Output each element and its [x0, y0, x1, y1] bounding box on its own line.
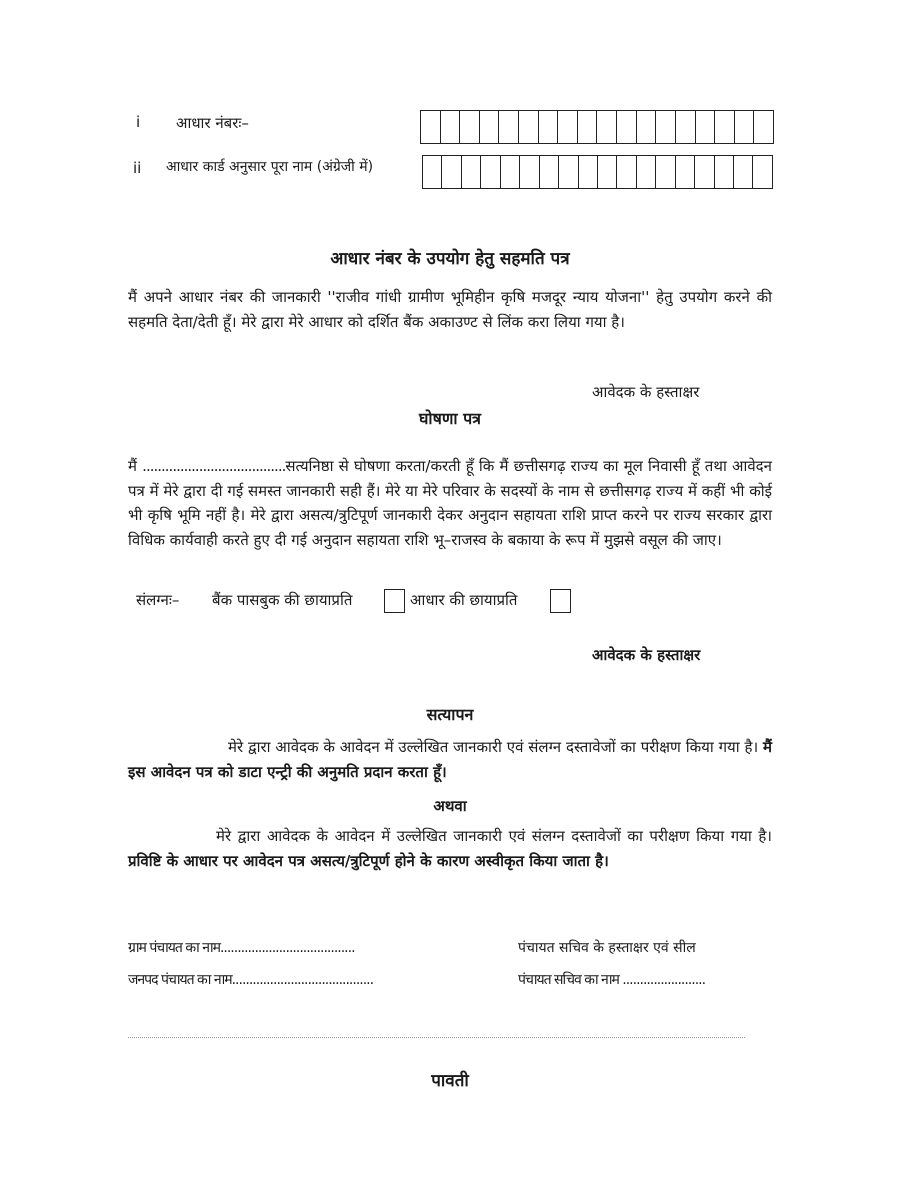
input-box[interactable] [559, 156, 578, 188]
input-box[interactable] [676, 156, 695, 188]
input-box[interactable] [539, 111, 559, 143]
input-box[interactable] [715, 156, 734, 188]
section-divider [128, 1037, 745, 1038]
input-box[interactable] [481, 156, 500, 188]
input-box[interactable] [637, 156, 656, 188]
passbook-copy-checkbox[interactable] [384, 589, 405, 613]
or-separator: अथवा [433, 797, 467, 815]
input-box[interactable] [676, 111, 696, 143]
consent-title: आधार नंबर के उपयोग हेतु सहमति पत्र [330, 249, 570, 269]
attachments-label: संलग्नः– [136, 591, 180, 609]
item-number-ii: ii [133, 159, 142, 177]
input-box[interactable] [598, 156, 617, 188]
input-box[interactable] [480, 111, 500, 143]
data-entry-approval-text: मैं इस आवेदन पत्र को डाटा एन्ट्री की अनुमति प्रदान करता हूँ। [128, 738, 772, 781]
input-box[interactable] [558, 111, 578, 143]
input-box[interactable] [441, 111, 461, 143]
declaration-title: घोषणा पत्र [418, 409, 482, 428]
input-box[interactable] [540, 156, 559, 188]
input-box[interactable] [462, 156, 481, 188]
consent-signature-label: आवेदक के हस्ताक्षर [592, 383, 700, 401]
input-box[interactable] [734, 156, 753, 188]
input-box[interactable] [617, 111, 637, 143]
input-box[interactable] [499, 111, 519, 143]
declaration-signature-label: आवेदक के हस्ताक्षर [592, 646, 701, 664]
verification-title: सत्यापन [426, 705, 474, 724]
aadhaar-copy-checkbox[interactable] [550, 589, 571, 613]
rejection-text: प्रविष्टि के आधार पर आवेदन पत्र असत्य/त्रुटिपूर्ण होने के कारण अस्वीकृत किया जाता है। [128, 851, 609, 870]
verification-para-2 [128, 824, 772, 873]
consent-body: मैं अपने आधार नंबर की जानकारी ''राजीव गांधी ग्रामीण भूमिहीन कृषि मजदूर न्याय योजना'' हेतु उपयोग करने की सहमति देता/देती हूँ। मेरे द्वारा मेरे आधार को दर्शित बैंक अकाउण्ट से लिंक करा लिया गया है। [128, 288, 772, 331]
input-box[interactable] [735, 111, 755, 143]
gram-panchayat-field[interactable]: ग्राम पंचायत का नाम....................................... [128, 940, 355, 956]
input-box[interactable] [442, 156, 461, 188]
input-box[interactable] [421, 111, 441, 143]
secretary-signature-label: पंचायत सचिव के हस्ताक्षर एवं सील [518, 940, 696, 956]
input-box[interactable] [656, 111, 676, 143]
input-box[interactable] [579, 156, 598, 188]
input-box[interactable] [578, 111, 598, 143]
input-box[interactable] [520, 156, 539, 188]
declaration-start: मैं [128, 457, 137, 475]
attachment-passbook-label: बैंक पासबुक की छायाप्रति [212, 591, 353, 609]
input-box[interactable] [519, 111, 539, 143]
attachment-aadhaar-label: आधार की छायाप्रति [410, 591, 518, 609]
aadhaar-name-boxes[interactable] [422, 155, 773, 189]
receipt-title: पावती [431, 1071, 469, 1091]
item-number-i: i [136, 113, 141, 131]
input-box[interactable] [715, 111, 735, 143]
input-box[interactable] [460, 111, 480, 143]
aadhaar-number-label: आधार नंबरः– [176, 114, 249, 132]
janpad-panchayat-field[interactable]: जनपद पंचायत का नाम......................................... [128, 972, 374, 988]
declarant-name-blank[interactable]: ...................................... [142, 457, 286, 475]
input-box[interactable] [597, 111, 617, 143]
aadhaar-number-boxes[interactable] [420, 110, 774, 144]
input-box[interactable] [695, 156, 714, 188]
input-box[interactable] [637, 111, 657, 143]
verification-text-2: मेरे द्वारा आवेदक के आवेदन में उल्लेखित जानकारी एवं संलग्न दस्तावेजों का परीक्षण किया गया है। [216, 827, 772, 845]
input-box[interactable] [754, 111, 773, 143]
input-box[interactable] [696, 111, 716, 143]
declaration-body [128, 454, 772, 552]
verification-text-1: मेरे द्वारा आवेदक के आवेदन में उल्लेखित जानकारी एवं संलग्न दस्तावेजों का परीक्षण किया गया है। [228, 738, 759, 756]
declaration-text: सत्यनिष्ठा से घोषणा करता/करती हूँ कि मैं छत्तीसगढ़ राज्य का मूल निवासी हूँ तथा आवेदन पत्र में मेरे द्वारा दी गई समस्त जानकारी सही हैं। मेरे या मेरे परिवार के सदस्यों के नाम से छत्तीसगढ़ राज्य में कहीं भी कोई भी कृषि भूमि नहीं है। मेरे द्वारा असत्य/त्रुटिपूर्ण जानकारी देकर अनुदान सहायता राशि प्राप्त करने पर राज्य सरकार द्वारा विधिक कार्यवाही करते हुए दी गई अनुदान सहायता राशि भू–राजस्व के बकाया के रूप में मुझसे वसूल की जाए। [128, 457, 772, 549]
aadhaar-name-label: आधार कार्ड अनुसार पूरा नाम (अंग्रेजी में) [166, 159, 374, 175]
input-box[interactable] [617, 156, 636, 188]
input-box[interactable] [753, 156, 771, 188]
input-box[interactable] [656, 156, 675, 188]
input-box[interactable] [423, 156, 442, 188]
verification-para-1 [128, 735, 772, 784]
secretary-name-field[interactable]: पंचायत सचिव का नाम ........................ [518, 972, 706, 988]
input-box[interactable] [501, 156, 520, 188]
